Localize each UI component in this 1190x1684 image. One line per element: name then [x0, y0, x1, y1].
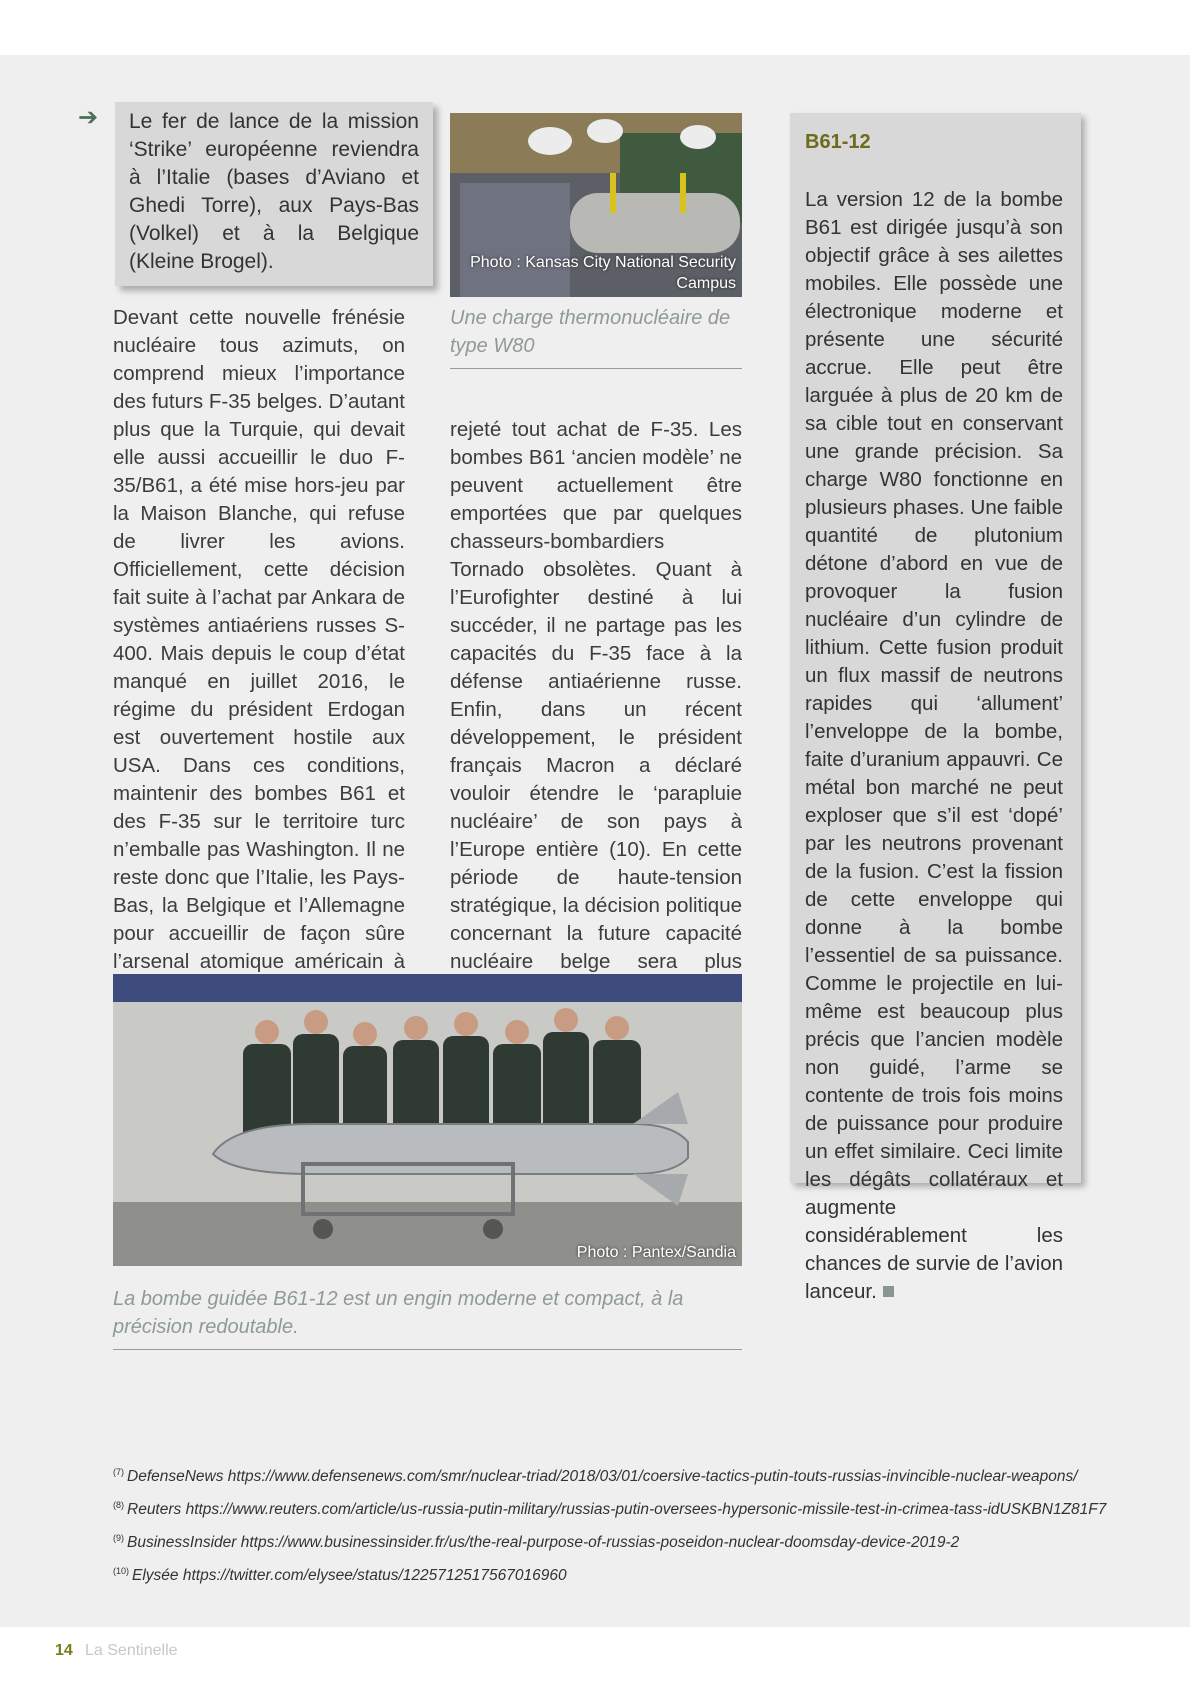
article-column-2: rejeté tout achat de F-35. Les bombes B61 ‘ancien modèle’ ne peuvent actuellement être emportées que par quelques chasseurs-bombardiers Tornado obsolètes. Quant à l’Eurofighter destiné à lui succéder, il ne partage pas les capacités du F-35 face à la défense antiaérienne russe. Enfin, dans un récent développement, le président français Macron a déclaré vouloir étendre le ‘parapluie nucléaire’ de son pays à l’Europe entière (10). En cette période de haute-tension stratégique, la décision politique concernant la future capacité nucléaire belge sera plus [450, 418, 742, 973]
magazine-name: La Sentinelle [85, 1642, 178, 1659]
page-number: 14 [55, 1642, 73, 1659]
footnote-number: (9) [113, 1533, 124, 1544]
pull-quote-box [115, 102, 433, 286]
photo-credit: Photo : Kansas City National Security Campus [470, 254, 736, 292]
sidebar-text: La version 12 de la bombe B61 est dirigée jusqu’à son objectif grâce à ses ailettes mobiles. Elle possède une électronique moderne et présente une sécurité accrue. Elle peut être larguée à plus de 20 km de sa cible tout en conservant une grande précision. Sa charge W80 fonctionne en plusieurs phases. Une faible quantité de plutonium détone d’abord en vue de provoquer la fusion nucléaire d’un cylindre de lithium. Cette fusion produit un flux massif de neutrons rapides qui ‘allument’ l’enveloppe de la bombe, faite d’uranium appauvri. Ce métal bon marché ne peut exploser que s’il est ‘dopé’ par les neutrons provenant de la fusion. C’est la fission de cette enveloppe qui donne à la bombe l’essentiel de sa puissance. Comme le projectile en lui-même est beaucoup plus précis que l’ancien modèle non guidé, l’arme se contente de trois fois moins de puissance pour produire un effet similaire. Ceci limite les dégâts collatéraux et augmente considérablement les chances de survie de l’avion lanceur. [805, 188, 1063, 1303]
arrow-right-icon: ➔ [78, 104, 99, 131]
footnote-number: (7) [113, 1467, 124, 1477]
footnote [113, 1557, 1113, 1590]
footnote-text: Reuters https://www.reuters.com/article/us-russia-putin-military/russias-putin-oversees-hypersonic-missile-test-in-crimea-tass-idUSKBN1Z81F7 [127, 1501, 1107, 1519]
photo-caption: Une charge thermonucléaire de type W80 [450, 304, 742, 369]
photo-caption: La bombe guidée B61-12 est un engin moderne et compact, à la précision redoutable. [113, 1285, 742, 1350]
footnote-number: (10) [113, 1566, 130, 1577]
photo-b61-team [113, 974, 742, 1266]
pull-quote-text: Le fer de lance de la mission ‘Strike’ européenne reviendra à l’Italie (bases d’Aviano et Ghedi Torre), aux Pays-Bas (Volkel) et à la Belgique (Kleine Brogel). [129, 110, 419, 273]
footnote [113, 1491, 1113, 1524]
footnote-text: BusinessInsider https://www.businessinsider.fr/us/the-real-purpose-of-russias-poseidon-nuclear-doomsday-device-2019-2 [127, 1534, 960, 1552]
photo-b61-illustration [113, 974, 742, 1266]
sidebar-body [805, 186, 1063, 1306]
footnote-text: DefenseNews https://www.defensenews.com/smr/nuclear-triad/2018/03/01/coersive-tactics-putin-touts-russias-invincible-nuclear-weapons/ [127, 1468, 1078, 1486]
photo-w80-warhead [450, 113, 742, 297]
sidebar-title: B61-12 [805, 131, 871, 153]
footnote [113, 1458, 1113, 1491]
footnotes [113, 1458, 1113, 1591]
footnote-number: (8) [113, 1500, 124, 1511]
footnote [113, 1524, 1113, 1557]
footnote-text: Elysée https://twitter.com/elysee/status/1225712517567016960 [132, 1567, 567, 1585]
end-mark-icon [883, 1286, 894, 1297]
photo-credit: Photo : Pantex/Sandia [576, 1244, 736, 1261]
article-column-1: Devant cette nouvelle frénésie nucléaire tous azimuts, on comprend mieux l’importance des futurs F-35 belges. D’autant plus que la Turquie, qui devait elle aussi accueillir le duo F-35/B61, a été mise hors-jeu par la Maison Blanche, qui refuse de livrer les avions. Officiellement, cette décision fait suite à l’achat par Ankara de systèmes antiaériens russes S-400. Mais depuis le coup d’état manqué en juillet 2016, le régime du président Erdogan est ouvertement hostile aux USA. Dans ces conditions, maintenir des bombes B61 et des F-35 sur le territoire turc n’emballe pas Washington. Il ne reste donc que l’Italie, les Pays-Bas, la Belgique et l’Allemagne pour accueillir de façon sûre l’arsenal atomique américain à [113, 306, 405, 973]
